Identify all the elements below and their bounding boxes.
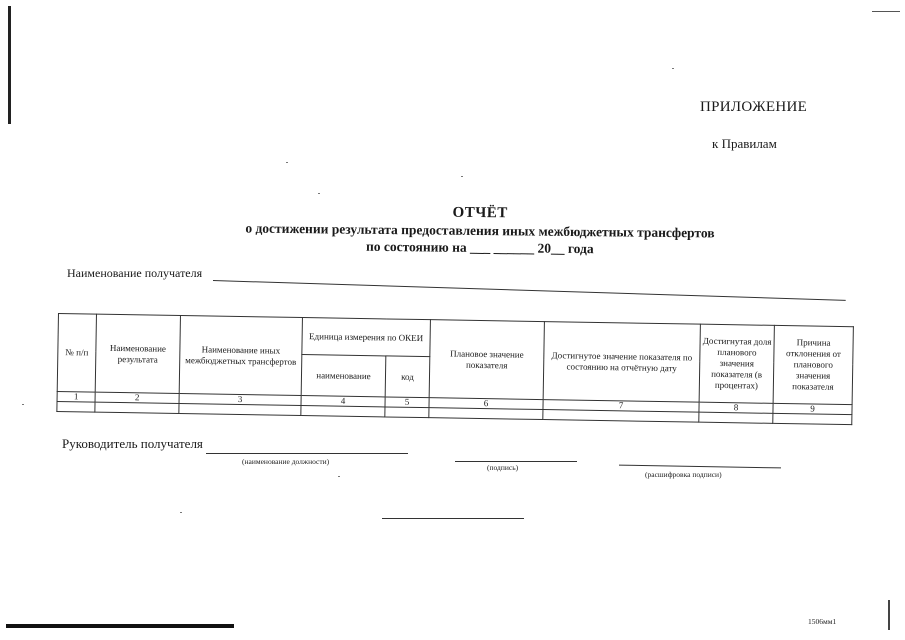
scan-edge-left — [8, 6, 11, 124]
scan-speck — [286, 162, 288, 163]
form-code: 1506мм1 — [808, 617, 837, 626]
header-deviation-reason: Причина отклонения от планового значения показателя — [773, 325, 853, 404]
header-unit-group: Единица измерения по ОКЕИ — [302, 318, 431, 357]
header-unit-code: код — [385, 356, 430, 398]
report-date-line: по состоянию на ___ ______ 20__ года — [365, 238, 594, 257]
scan-edge-bottom — [6, 624, 234, 628]
column-number-cell: 4 — [301, 396, 385, 407]
scan-edge-right — [888, 600, 890, 630]
header-planned-value: Плановое значение показателя — [429, 320, 544, 400]
decoding-caption: (расшифровка подписи) — [645, 470, 722, 479]
recipient-fill-line — [213, 280, 846, 301]
column-number-cell: 2 — [95, 392, 179, 403]
column-number-cell: 3 — [179, 394, 301, 406]
column-number-cell: 8 — [699, 402, 773, 413]
recipient-label: Наименование получателя — [67, 266, 203, 280]
scan-speck — [180, 512, 182, 513]
scan-speck — [338, 476, 340, 477]
column-number-cell: 1 — [57, 391, 95, 402]
scan-speck — [461, 176, 463, 177]
scan-speck — [672, 68, 674, 69]
signature-caption: (подпись) — [487, 463, 519, 472]
header-num: № п/п — [57, 314, 96, 393]
column-number-cell: 6 — [429, 398, 543, 410]
position-caption: (наименование должности) — [242, 457, 330, 466]
date-fill-line — [382, 518, 524, 519]
empty-cell — [57, 401, 95, 412]
empty-cell — [699, 412, 773, 423]
signature-label: Руководитель получателя — [62, 436, 203, 451]
column-number-cell: 7 — [543, 400, 699, 413]
header-achieved-value: Достигнутое значение показателя по состоянию на отчётную дату — [543, 322, 700, 403]
report-subtitle: о достижении результата предоставления иных межбюджетных трансфертов — [245, 220, 715, 241]
empty-cell — [773, 413, 852, 424]
empty-cell — [543, 410, 699, 423]
empty-cell — [385, 407, 429, 418]
header-result-name: Наименование результата — [95, 314, 180, 393]
report-table — [56, 313, 854, 425]
header-achieved-share: Достигнутая доля планового значения показателя (в процентах) — [699, 324, 774, 403]
appendix-title: ПРИЛОЖЕНИЕ — [700, 99, 808, 115]
empty-cell — [95, 402, 179, 413]
scan-speck — [22, 404, 24, 405]
appendix-subtitle: к Правилам — [712, 136, 777, 151]
decoding-fill-line — [619, 465, 781, 469]
signature-fill-line — [455, 461, 577, 462]
report-header — [200, 202, 761, 259]
empty-cell — [429, 408, 543, 420]
scan-speck — [318, 193, 320, 194]
header-unit-name: наименование — [301, 355, 386, 397]
empty-cell — [301, 406, 385, 417]
empty-cell — [179, 404, 301, 416]
scan-mark-top-right — [872, 11, 900, 12]
header-transfer-name: Наименование иных межбюджетных трансфертов — [179, 316, 302, 396]
report-title: ОТЧЁТ — [452, 204, 508, 222]
column-number-cell: 5 — [385, 397, 429, 408]
position-fill-line — [206, 453, 408, 454]
column-number-cell: 9 — [773, 403, 852, 414]
